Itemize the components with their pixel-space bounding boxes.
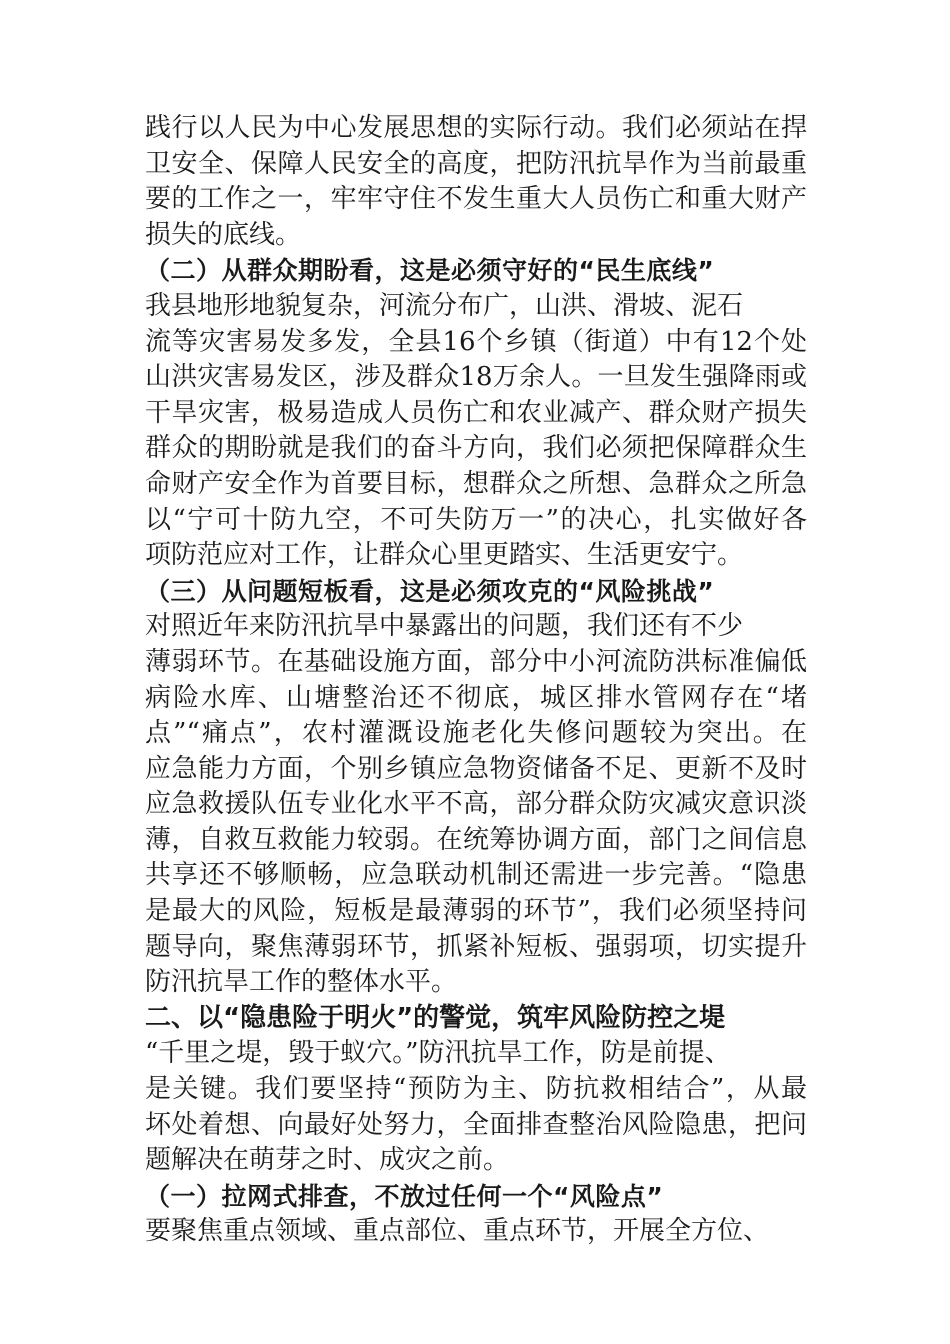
body-text-line: 是最大的风险，短板是最薄弱的环节”，我们必须坚持问	[145, 896, 807, 927]
body-text-line: 损失的底线。	[145, 219, 302, 250]
body-text-line: 山洪灾害易发区，涉及群众18万余人。一旦发生强降雨或	[145, 362, 807, 393]
body-text-line: 我县地形地貌复杂，河流分布广，山洪、滑坡、泥石	[145, 290, 744, 321]
body-text-line: 是关键。我们要坚持“预防为主、防抗救相结合”，从最	[145, 1074, 807, 1105]
body-text-line: 卫安全、保障人民安全的高度，把防汛抗旱作为当前最重	[145, 148, 807, 179]
body-text-line: 干旱灾害，极易造成人员伤亡和农业减产、群众财产损失	[145, 397, 807, 428]
body-text-line: 薄弱环节。在基础设施方面，部分中小河流防洪标准偏低	[145, 646, 807, 677]
body-text-line: 应急能力方面，个别乡镇应急物资储备不足、更新不及时	[145, 753, 807, 784]
body-text-line: 薄，自救互救能力较弱。在统筹协调方面，部门之间信息	[145, 824, 807, 855]
subheading-line: （三）从问题短板看，这是必须攻克的“风险挑战”	[145, 576, 715, 606]
body-text-line: 题导向，聚焦薄弱环节，抓紧补短板、强弱项，切实提升	[145, 931, 807, 962]
body-text-line: 要聚焦重点领域、重点部位、重点环节，开展全方位、	[145, 1216, 770, 1247]
body-text-line: 对照近年来防汛抗旱中暴露出的问题，我们还有不少	[145, 611, 744, 642]
body-text-line: 以“宁可十防九空，不可失防万一”的决心，扎实做好各	[145, 504, 807, 535]
body-text-line: 践行以人民为中心发展思想的实际行动。我们必须站在捍	[145, 113, 807, 143]
body-text-line: 点”“痛点”，农村灌溉设施老化失修问题较为突出。在	[145, 718, 807, 749]
body-text-line: 共享还不够顺畅，应急联动机制还需进一步完善。“隐患	[145, 860, 807, 891]
body-text-line: 应急救援队伍专业化水平不高，部分群众防灾减灾意识淡	[145, 789, 807, 820]
body-text-line: 项防范应对工作，让群众心里更踏实、生活更安宁。	[145, 540, 744, 571]
subheading-line: （一）拉网式排查，不放过任何一个“风险点”	[145, 1181, 664, 1211]
body-text-line: “千里之堤，毁于蚁穴。”防汛抗旱工作，防是前提、	[145, 1038, 731, 1069]
subheading-line: （二）从群众期盼看，这是必须守好的“民生底线”	[145, 256, 715, 286]
body-text-line: 流等灾害易发多发，全县16个乡镇（街道）中有12个处	[145, 326, 807, 357]
body-text-line: 题解决在萌芽之时、成灾之前。	[145, 1145, 510, 1176]
document-body	[145, 111, 807, 1250]
body-text-line: 要的工作之一，牢牢守住不发生重大人员伤亡和重大财产	[145, 184, 807, 215]
body-text-line: 命财产安全作为首要目标，想群众之所想、急群众之所急	[145, 468, 807, 499]
body-text-line: 病险水库、山塘整治还不彻底，城区排水管网存在“堵	[145, 682, 807, 713]
body-text-line: 群众的期盼就是我们的奋斗方向，我们必须把保障群众生	[145, 433, 807, 464]
body-text-line: 坏处着想、向最好处努力，全面排查整治风险隐患，把问	[145, 1109, 807, 1140]
body-text-line: 防汛抗旱工作的整体水平。	[145, 967, 458, 998]
section-heading-line: 二、以“隐患险于明火”的警觉，筑牢风险防控之堤	[145, 1002, 726, 1033]
